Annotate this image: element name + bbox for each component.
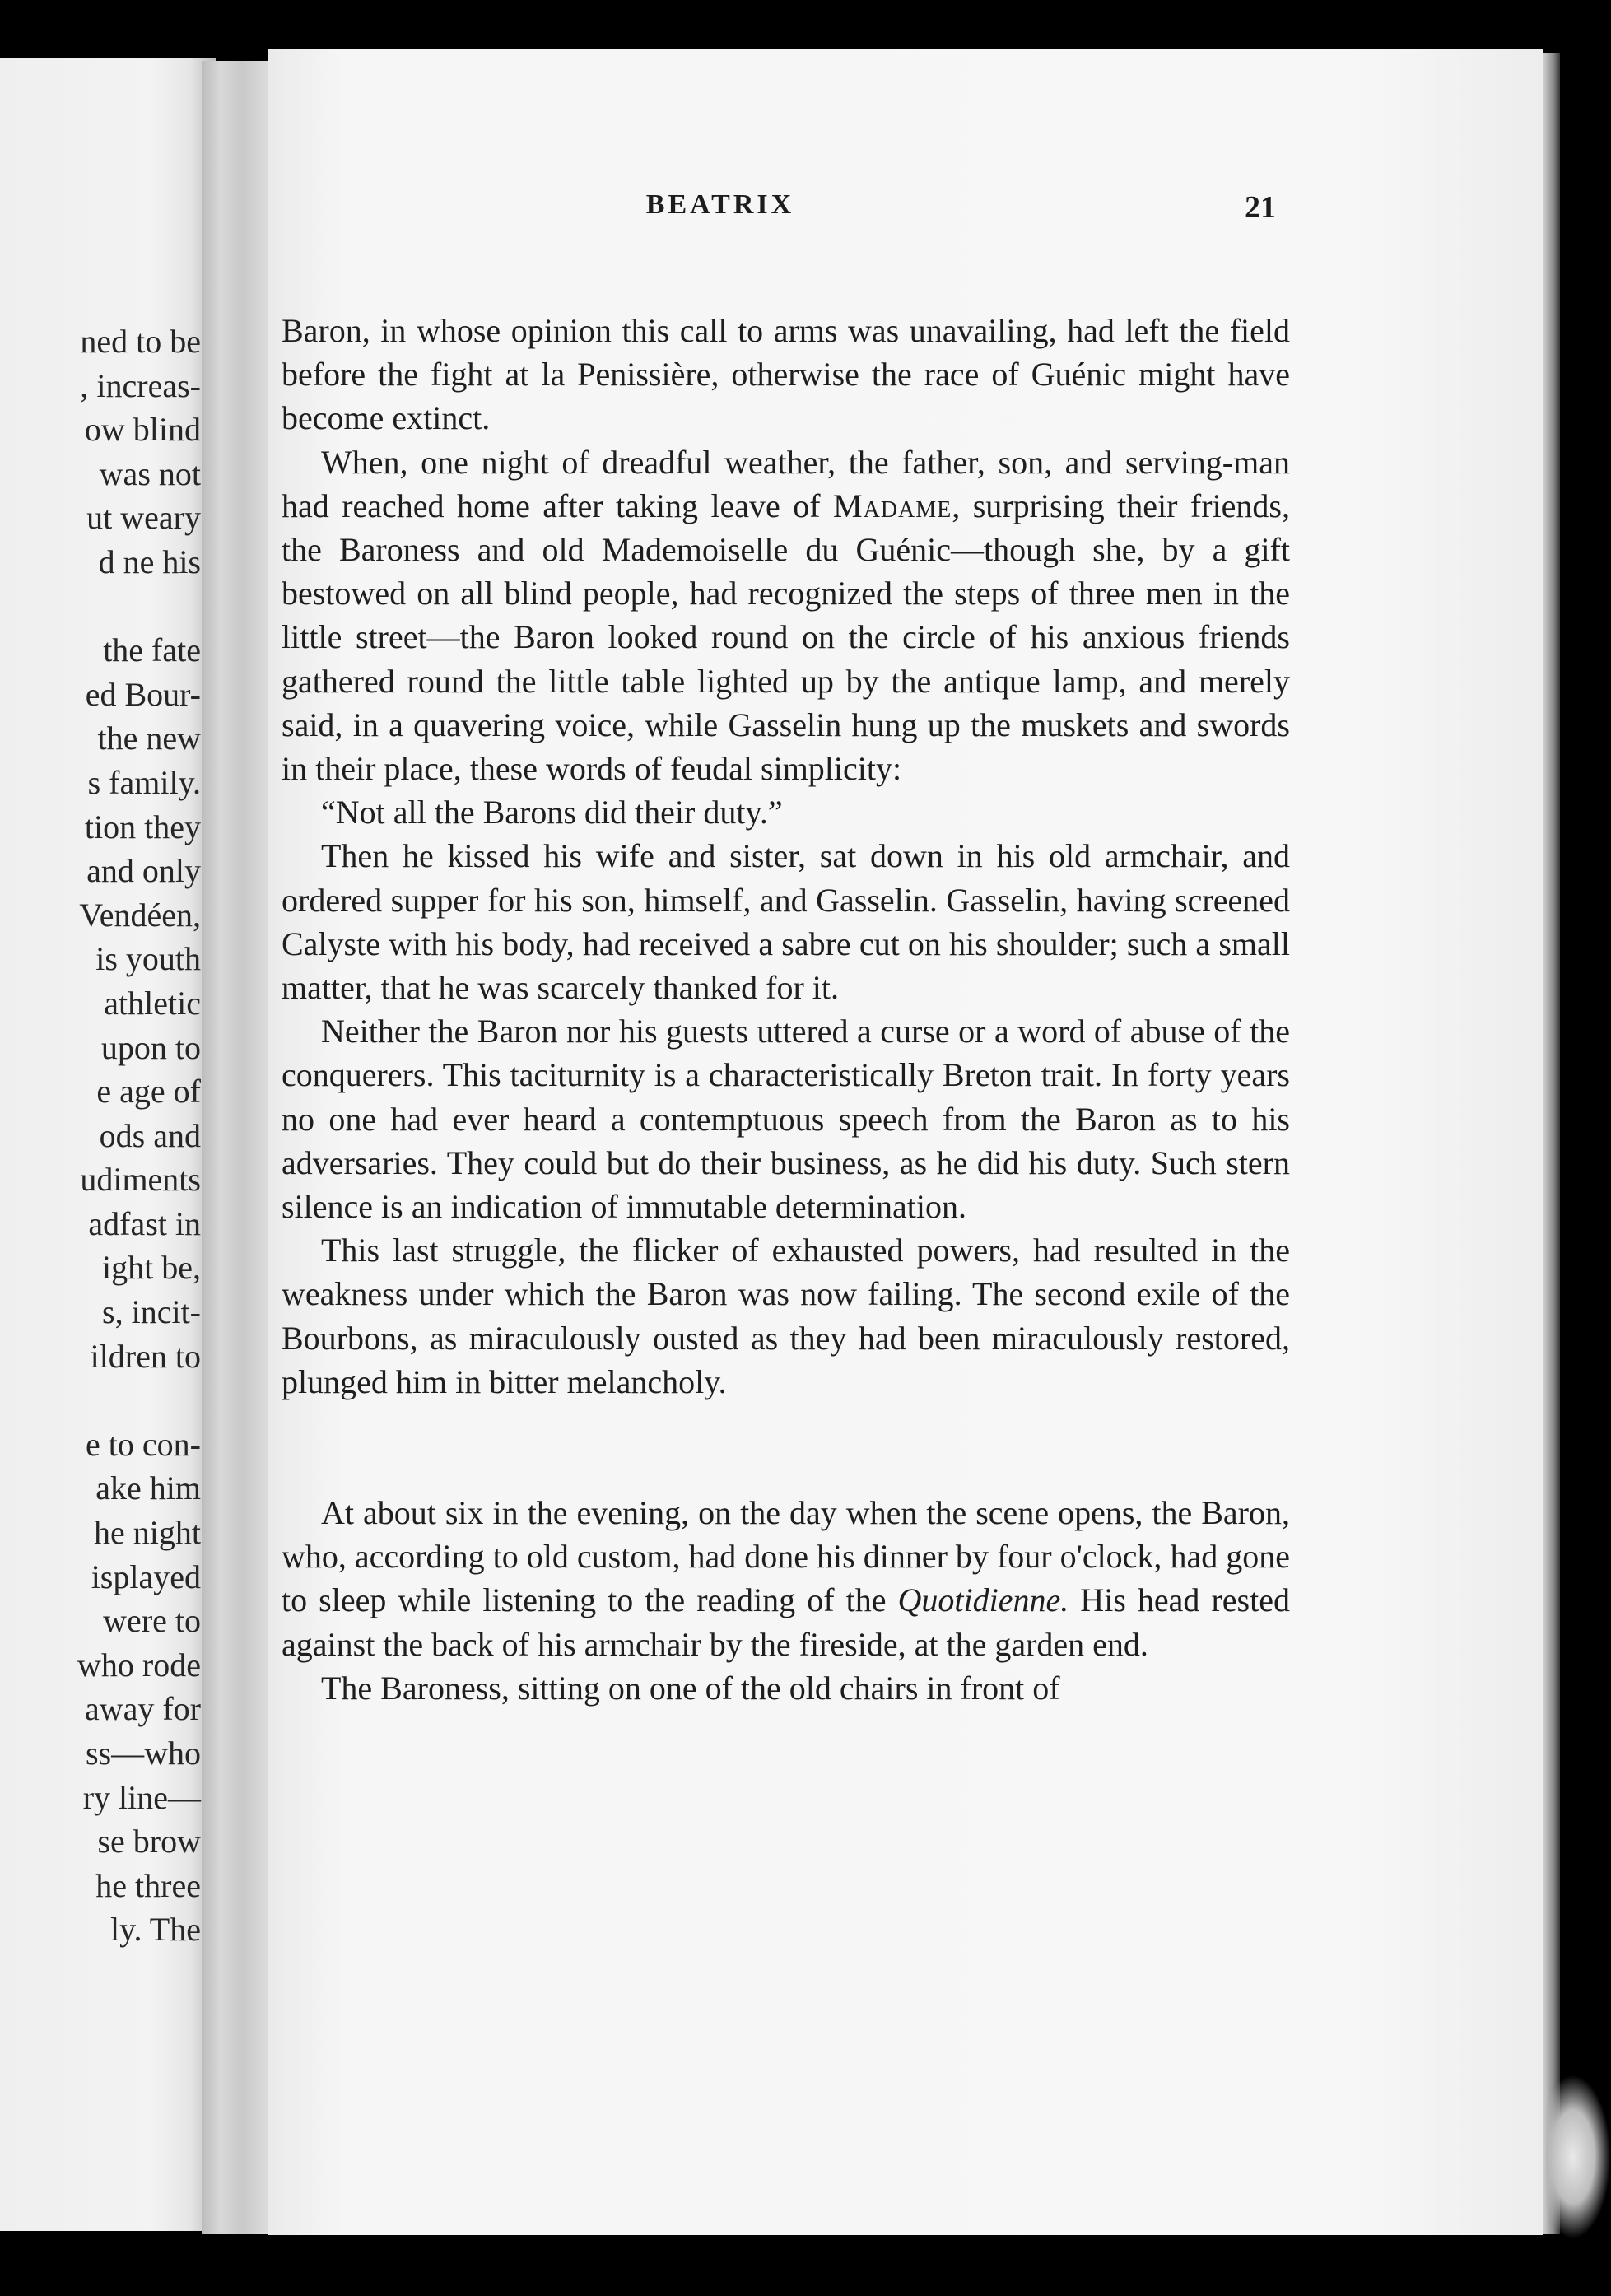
facing-line: and only [86,852,201,890]
italic-title: Quotidienne. [897,1581,1069,1619]
facing-line: athletic [104,984,201,1022]
facing-line: e to con- [86,1425,201,1463]
facing-line: was not [99,454,201,492]
facing-line: away for [84,1690,201,1728]
paragraph-text: When, one night of dreadful weather, the father, son, and serving-man had reached home after taking leave of [282,443,1290,524]
facing-line: upon to [100,1028,201,1066]
paragraph: The Baroness, sitting on one of the old chairs in front of [321,1669,1060,1707]
paragraph: Baron, in whose opinion this call to arms was unavailing, had left the field before the fight at la Penissière, otherwise the race of Guénic might have become extinct. [282,312,1290,437]
facing-line: tion they [84,808,201,845]
facing-line: e age of [96,1073,201,1111]
facing-line: , increas- [80,366,201,404]
paragraph-text: At about six in the evening, on the day when the scene opens, the Baron, who, according to old custom, had done his dinner by four o'clock, had gone to sleep while listening to the reading of the [282,1494,1290,1619]
facing-line: s family. [87,763,201,801]
paragraph: Neither the Baron nor his guests uttered a curse or a word of abuse of the conquerers. This taciturnity is a characteristically Breton trait. In forty years no one had ever heard a contemptuous speech from the Baron as to his adversaries. They could but do their business, as he did his duty. Such stern silence is an indication of immutable determination. [282,1013,1290,1226]
facing-line: ow blind [84,411,201,449]
paragraph [282,1491,1290,1666]
facing-line: se brow [97,1823,201,1861]
facing-page-text [77,319,201,1952]
facing-page-left [0,58,216,2231]
facing-line: ut weary [86,499,201,537]
facing-line: ods and [99,1116,201,1154]
facing-line: ry line— [82,1778,201,1816]
facing-line: ake him [95,1469,201,1507]
page-edge [1543,53,1560,2234]
running-title: BEATRIX [645,189,795,220]
facing-line: Vendéen, [79,896,201,934]
small-caps-word: Madame [833,487,952,524]
facing-line: were to [103,1602,201,1640]
facing-line: he three [95,1866,201,1904]
facing-line: s, incit- [102,1293,201,1331]
facing-line: ned to be [80,323,201,360]
paragraph [282,440,1290,791]
page-tear [1548,2075,1611,2239]
facing-line: ight be, [102,1249,201,1287]
facing-line: who rode [77,1646,201,1684]
facing-line: ed Bour- [85,675,201,713]
facing-line: is youth [95,940,201,978]
paragraph-text: His head rested against the back of his armchair by the fireside, at the garden end. [282,1581,1290,1663]
facing-line [77,1378,201,1423]
book-gutter [202,61,276,2234]
paragraph: Then he kissed his wife and sister, sat down in his old armchair, and ordered supper for his son, himself, and Gasselin. Gasselin, having screened Calyste with his body, had received a sabre cut on his shoulder; such a small matter, that he was scarcely thanked for it. [282,837,1290,1007]
facing-line [77,584,201,629]
page-number: 21 [1245,190,1276,225]
facing-line: ildren to [90,1337,201,1375]
facing-line: the new [97,720,201,757]
paragraph: This last struggle, the flicker of exhausted powers, had resulted in the weakness under which the Baron was now failing. The second exile of the Bourbons, as miraculously ousted as they had been miraculously restored, plunged him in bitter melancholy. [282,1232,1290,1400]
facing-line: isplayed [91,1558,201,1595]
facing-line: ly. The [110,1911,201,1949]
paragraph: “Not all the Barons did their duty.” [321,794,783,831]
facing-line: the fate [103,631,201,669]
facing-line: ss—who [85,1735,201,1772]
facing-line: d ne his [98,543,201,580]
body-text [282,309,1290,1710]
facing-line: he night [94,1514,201,1552]
paragraph-text: , surprising their friends, the Baroness and old Mademoiselle du Guénic—though she, by a gift bestowed on all blind people, had recognized the steps of three men in the little street—the Baron looked round on the circle of his anxious friends gathered round the little table lighted up by the antique lamp, and merely said, in a quavering voice, while Gasselin hung up the muskets and swords in their place, these words of feudal simplicity: [282,487,1291,788]
facing-line: udiments [80,1161,201,1199]
facing-line: adfast in [88,1204,201,1242]
